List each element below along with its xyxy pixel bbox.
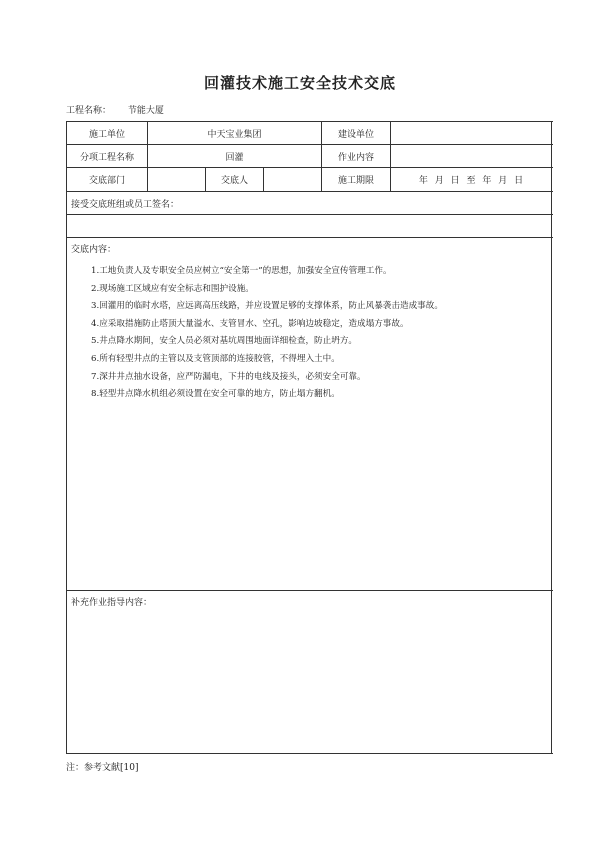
construction-unit-label: 施工单位 [67,122,148,144]
form-row-units [67,122,553,145]
build-unit-value[interactable] [391,122,552,144]
supplement-label: 补充作业指导内容： [71,598,153,608]
blank-row[interactable] [67,215,552,237]
construction-unit-value[interactable]: 中天宝业集团 [148,122,322,144]
list-item: 3.回灌用的临时水塔，应远离高压线路，并应设置足够的支撑体系，防止风暴袭击造成事故。 [91,301,443,312]
period-label: 施工期限 [322,168,391,191]
disclosure-content-block[interactable] [67,238,552,590]
list-item: 7.深井井点抽水设备，应严防漏电，下井的电线及接头，必须安全可靠。 [91,371,366,382]
disclosure-content-label: 交底内容： [71,245,117,255]
list-item: 6.所有轻型井点的主管以及支管顶部的连接胶管，不得埋入土中。 [91,353,340,364]
sub-project-label: 分项工程名称 [67,145,148,167]
person-value[interactable] [264,168,322,191]
form-row-receiver [67,192,553,215]
build-unit-label: 建设单位 [322,122,391,144]
list-item: 5.井点降水期间，安全人员必须对基坑周围地面详细检查，防止坍方。 [91,336,358,347]
supplement-block[interactable] [67,591,552,753]
form-row-supplement [67,591,553,754]
list-item: 2.现场施工区域应有安全标志和围护设施。 [91,283,254,294]
list-item: 1.工地负责人及专职安全员应树立“安全第一”的思想，加强安全宣传管理工作。 [91,266,392,276]
dept-value[interactable] [148,168,206,191]
list-item: 4.应采取措施防止塔顶大量溢水、支管冒水、空孔，影响边坡稳定，造成塌方事故。 [91,318,409,329]
list-item: 8.轻型井点降水机组必须设置在安全可靠的地方，防止塌方翻机。 [91,389,340,400]
period-value[interactable]: 年 月 日 至 年 月 日 [391,168,552,191]
person-label: 交底人 [206,168,264,191]
disclosure-content-list [71,265,547,400]
work-content-label: 作业内容 [322,145,391,167]
receiver-signature-label[interactable]: 接受交底班组或员工签名： [67,192,552,214]
work-content-value[interactable] [391,145,552,167]
project-name-label: 工程名称： [66,106,112,116]
form-row-dept [67,168,553,192]
form-row-blank [67,215,553,238]
page-title: 回灌技术施工安全技术交底 [203,74,396,92]
project-name-line [66,103,164,116]
form-row-subproject [67,145,553,168]
form-row-content [67,238,553,591]
project-name-value: 节能大厦 [127,106,164,116]
sub-project-value[interactable]: 回灌 [148,145,322,167]
dept-label: 交底部门 [67,168,148,191]
disclosure-form [66,121,553,754]
footnote: 注：参考文献[10] [66,763,139,773]
